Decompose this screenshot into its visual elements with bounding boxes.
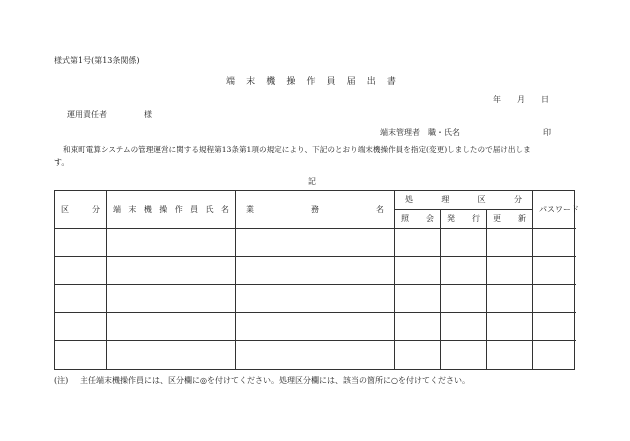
cell-duties[interactable] xyxy=(236,341,395,369)
day-label: 日 xyxy=(541,95,549,104)
note-text-part1: 主任端末機操作員には、区分欄に xyxy=(80,376,200,385)
body-text-line2: す。 xyxy=(54,158,70,167)
subheader-issue: 発 行 xyxy=(441,210,487,229)
note-label: (注) xyxy=(54,376,69,385)
cell-category[interactable] xyxy=(55,229,107,257)
header-category: 区 分 xyxy=(55,191,107,229)
cell-operator-name[interactable] xyxy=(107,313,236,341)
note-text-part2: を付けてください。処理区分欄には、該当の箇所に xyxy=(206,376,391,385)
form-number: 様式第1号(第13条関係) xyxy=(54,56,140,65)
cell-update[interactable] xyxy=(487,341,533,369)
operator-table xyxy=(54,190,579,370)
cell-operator-name[interactable] xyxy=(107,285,236,313)
cell-operator-name[interactable] xyxy=(107,229,236,257)
addressee-role: 運用責任者 xyxy=(67,110,107,119)
cell-issue[interactable] xyxy=(441,313,487,341)
cell-inspection[interactable] xyxy=(395,341,441,369)
cell-inspection[interactable] xyxy=(395,257,441,285)
cell-issue[interactable] xyxy=(441,229,487,257)
cell-category[interactable] xyxy=(55,313,107,341)
cell-update[interactable] xyxy=(487,313,533,341)
addressee-honorific: 様 xyxy=(144,110,152,119)
note-text-part3: を付けてください。 xyxy=(397,376,470,385)
double-circle-icon: ◎ xyxy=(200,376,207,385)
header-duties: 業 務 名 xyxy=(236,191,395,229)
body-text-line1: 和束町電算システムの管理運営に関する規程第13条第1項の規定により、下記のとおり端末機操作員を指定(変更)しましたので届け出しま xyxy=(63,145,531,154)
cell-update[interactable] xyxy=(487,229,533,257)
cell-category[interactable] xyxy=(55,341,107,369)
subheader-update: 更 新 xyxy=(487,210,533,229)
cell-inspection[interactable] xyxy=(395,313,441,341)
cell-update[interactable] xyxy=(487,285,533,313)
note-text xyxy=(80,377,470,385)
cell-issue[interactable] xyxy=(441,341,487,369)
header-password: パ ス ワ ー ド xyxy=(533,191,576,229)
cell-password[interactable] xyxy=(533,257,576,285)
circle-icon: ○ xyxy=(390,376,398,385)
cell-password[interactable] xyxy=(533,229,576,257)
cell-inspection[interactable] xyxy=(395,229,441,257)
cell-duties[interactable] xyxy=(236,257,395,285)
date-line xyxy=(493,96,549,104)
year-label: 年 xyxy=(493,95,501,104)
cell-duties[interactable] xyxy=(236,313,395,341)
cell-category[interactable] xyxy=(55,257,107,285)
header-operator-name: 端 末 機 操 作 員 氏 名 xyxy=(107,191,236,229)
seal-mark: 印 xyxy=(543,128,551,137)
cell-operator-name[interactable] xyxy=(107,257,236,285)
cell-operator-name[interactable] xyxy=(107,341,236,369)
cell-issue[interactable] xyxy=(441,285,487,313)
cell-duties[interactable] xyxy=(236,285,395,313)
cell-password[interactable] xyxy=(533,285,576,313)
cell-issue[interactable] xyxy=(441,257,487,285)
month-label: 月 xyxy=(517,95,525,104)
document-title: 端 末 機 操 作 員 届 出 書 xyxy=(226,77,396,87)
cell-duties[interactable] xyxy=(236,229,395,257)
cell-category[interactable] xyxy=(55,285,107,313)
cell-inspection[interactable] xyxy=(395,285,441,313)
header-processing-category: 処 理 区 分 xyxy=(395,191,533,210)
cell-password[interactable] xyxy=(533,341,576,369)
submitter-label: 端末管理者 職・氏名 xyxy=(380,128,460,137)
ki-label: 記 xyxy=(308,177,316,186)
cell-update[interactable] xyxy=(487,257,533,285)
cell-password[interactable] xyxy=(533,313,576,341)
subheader-inspection: 照 会 xyxy=(395,210,441,229)
